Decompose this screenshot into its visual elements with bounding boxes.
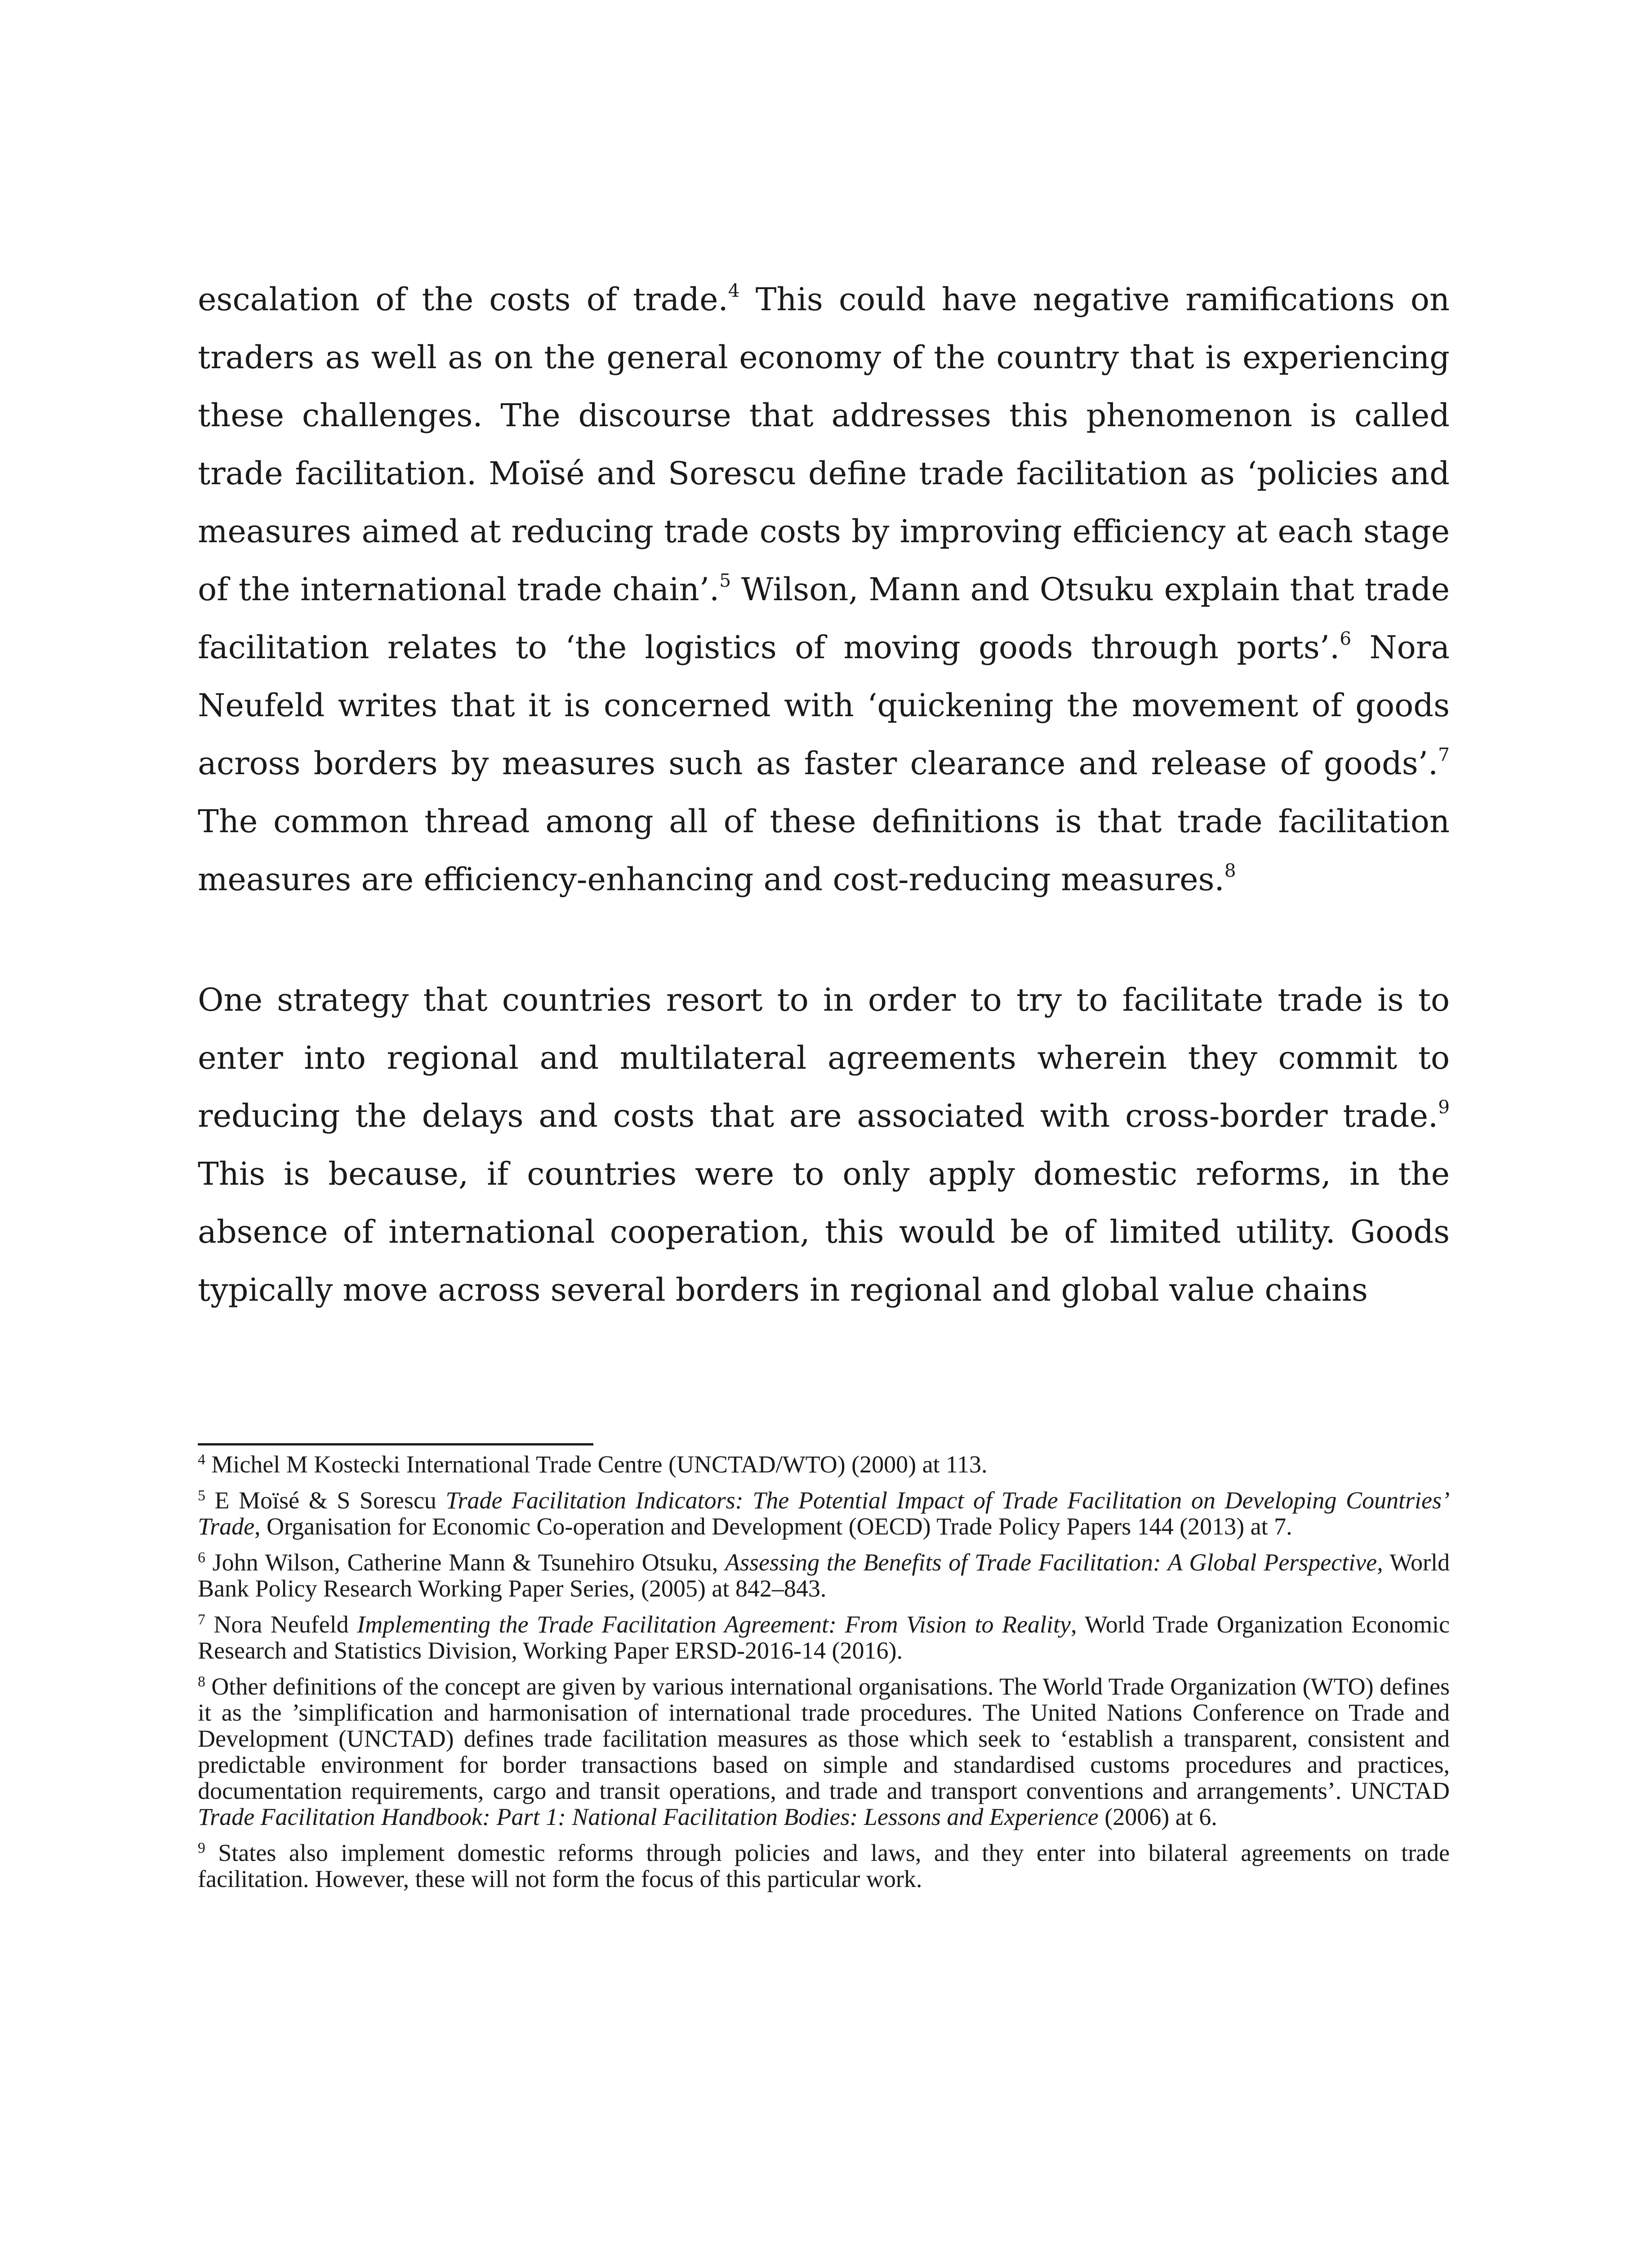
footnote-number: 8 — [198, 1673, 205, 1690]
footnote-number: 5 — [198, 1487, 205, 1504]
footnote-separator — [198, 1443, 593, 1445]
footnote-number: 4 — [198, 1451, 205, 1468]
text-run: This is because, if countries were to only apply domestic reforms, in the absence of international cooperation, this would be of limited utility. Goods typically move across several borders in regional and global value chains — [198, 1155, 1450, 1308]
cited-title: Trade Facilitation Handbook: Part 1: National Facilitation Bodies: Lessons and Experience — [198, 1803, 1099, 1830]
footnote-number: 7 — [198, 1611, 205, 1628]
body-paragraph — [198, 271, 1450, 909]
footnote-5 — [198, 1487, 1450, 1539]
footnote-6 — [198, 1549, 1450, 1601]
text-run: The common thread among all of these definitions is that trade facilitation measures are efficiency-enhancing and cost-reducing measures. — [198, 803, 1450, 898]
text-run: , World Trade Organization Economic Research and Statistics Division, Working Paper ERSD-2016-14 (2016). — [198, 1611, 1450, 1664]
text-run: One strategy that countries resort to in order to try to facilitate trade is to enter into regional and multilateral agreements wherein they commit to reducing the delays and costs that are associated with cross-border trade. — [198, 981, 1450, 1134]
text-run: Nora Neufeld writes that it is concerned with ‘quickening the movement of goods across borders by measures such as faster clearance and release of goods’. — [198, 629, 1450, 782]
text-run: Wilson, Mann and Otsuku explain that trade facilitation relates to ‘the logistics of moving goods through ports’. — [198, 571, 1450, 666]
footnote-reference: 8 — [1224, 859, 1236, 881]
cited-title: Assessing the Benefits of Trade Facilitation: A Global Perspective, — [725, 1549, 1383, 1576]
text-run: , Organisation for Economic Co-operation and Development (OECD) Trade Policy Papers 144 (2013) at 7. — [254, 1513, 1292, 1540]
text-run: E Moïsé & S Sorescu — [214, 1487, 446, 1514]
text-run: This could have negative ramifications on traders as well as on the general economy of the country that is experiencing these challenges. The discourse that addresses this phenomenon is called trade facilitation. Moïsé and Sorescu define trade facilitation as ‘policies and measures aimed at reducing trade costs by improving efficiency at each stage of the international trade chain’. — [198, 281, 1450, 608]
footnote-reference: 9 — [1438, 1096, 1450, 1118]
footnote-reference: 5 — [719, 569, 731, 591]
text-run: Other definitions of the concept are given by various international organisations. The World Trade Organization (WTO) defines it as the ’simplification and harmonisation of international trade procedures. The United Nations Conference on Trade and Development (UNCTAD) defines trade facilitation measures as those which seek to ‘establish a transparent, consistent and predictable environment for border transactions based on simple and standardised customs procedures and practices, documentation requirements, cargo and transit operations, and trade and transport conventions and arrangements’. UNCTAD — [198, 1673, 1450, 1804]
text-run: escalation of the costs of trade. — [198, 281, 728, 318]
footnote-7 — [198, 1611, 1450, 1664]
footnote-8 — [198, 1673, 1450, 1830]
body-paragraph — [198, 971, 1450, 1319]
footnote-9 — [198, 1840, 1450, 1892]
footnotes — [198, 1451, 1450, 1902]
text-run: John Wilson, Catherine Mann & Tsunehiro Otsuku, — [212, 1549, 725, 1576]
footnote-reference: 7 — [1438, 743, 1450, 765]
footnote-4 — [198, 1451, 1450, 1477]
cited-title: Trade Facilitation Indicators: The Potential Impact of Trade Facilitation on Developing Countries’ Trade — [198, 1487, 1450, 1540]
footnote-reference: 4 — [728, 279, 740, 301]
text-run: World Bank Policy Research Working Paper Series, (2005) at 842–843. — [198, 1549, 1450, 1602]
text-run: States also implement domestic reforms through policies and laws, and they enter into bilateral agreements on trade facilitation. However, these will not form the focus of this particular work. — [198, 1839, 1450, 1892]
footnote-number: 6 — [198, 1549, 205, 1566]
cited-title: Implementing the Trade Facilitation Agreement: From Vision to Reality — [357, 1611, 1071, 1638]
text-run: (2006) at 6. — [1098, 1803, 1217, 1830]
text-run: Nora Neufeld — [214, 1611, 357, 1638]
footnote-number: 9 — [198, 1839, 205, 1856]
text-run: Michel M Kostecki International Trade Centre (UNCTAD/WTO) (2000) at 113. — [211, 1451, 988, 1478]
footnote-reference: 6 — [1340, 627, 1352, 649]
